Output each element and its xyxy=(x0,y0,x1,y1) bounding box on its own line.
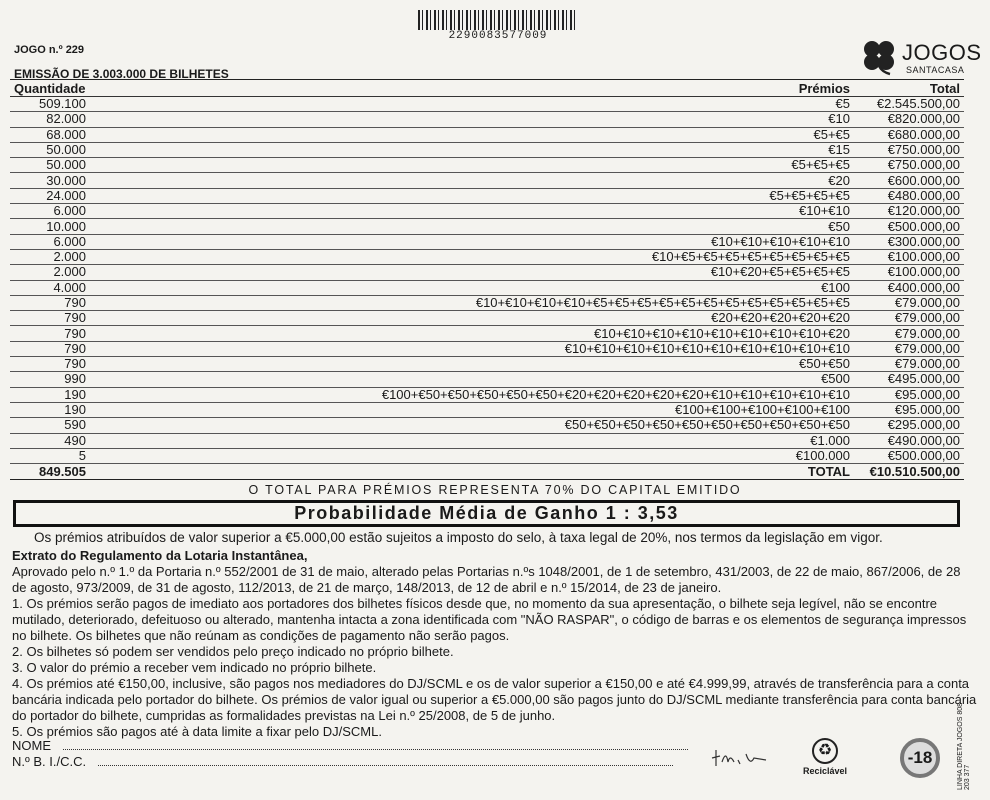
total-cell: €295.000,00 xyxy=(854,418,964,433)
total-cell: €500.000,00 xyxy=(854,448,964,463)
prize-cell: €50 xyxy=(90,219,854,234)
logo-subtext: SANTACASA xyxy=(906,65,965,75)
quantity-cell: 50.000 xyxy=(10,142,90,157)
prize-cell: €10+€20+€5+€5+€5+€5 xyxy=(90,265,854,280)
total-cell: €750.000,00 xyxy=(854,142,964,157)
table-row xyxy=(10,295,964,310)
jogos-santacasa-logo xyxy=(860,38,982,78)
quantity-cell: 790 xyxy=(10,326,90,341)
logo-text: JOGOS xyxy=(902,40,982,65)
quantity-cell: 590 xyxy=(10,418,90,433)
total-cell: €495.000,00 xyxy=(854,372,964,387)
total-cell: €680.000,00 xyxy=(854,127,964,142)
total-cell: €820.000,00 xyxy=(854,112,964,127)
recycle-mark xyxy=(800,738,850,776)
total-label: TOTAL xyxy=(90,464,854,480)
table-row xyxy=(10,234,964,249)
signature-fields xyxy=(12,738,688,770)
total-cell: €600.000,00 xyxy=(854,173,964,188)
regulation-item: 3. O valor do prémio a receber vem indicado no próprio bilhete. xyxy=(12,660,377,675)
prize-cell: €10+€10+€10+€10+€10 xyxy=(90,234,854,249)
table-row xyxy=(10,402,964,417)
prize-table xyxy=(10,79,964,480)
recycle-icon: ♻ xyxy=(812,738,838,764)
total-cell: €95.000,00 xyxy=(854,402,964,417)
total-row xyxy=(10,464,964,480)
total-cell: €400.000,00 xyxy=(854,280,964,295)
total-cell: €100.000,00 xyxy=(854,249,964,264)
total-cell: €79.000,00 xyxy=(854,341,964,356)
barcode-number: 2290083577009 xyxy=(448,30,548,42)
prize-cell: €10+€5+€5+€5+€5+€5+€5+€5+€5 xyxy=(90,249,854,264)
recycle-label: Reciclável xyxy=(802,766,848,776)
table-row xyxy=(10,311,964,326)
regulation-intro: Aprovado pelo n.º 1.º da Portaria n.º 552/2001 de 31 de maio, alterado pelas Portarias n.ºs 1048/2001, de 1 de setembro, 431/2003, de 22 de maio, 867/2006, de 28 de agosto, 973/2009, de 31 de agosto, 112/2013, de 21 de março, 148/2013, de 12 de abril e n.º 15/2014, de 23 de janeiro. xyxy=(12,564,961,595)
table-row xyxy=(10,448,964,463)
table-row xyxy=(10,142,964,157)
quantity-cell: 790 xyxy=(10,311,90,326)
prize-cell: €500 xyxy=(90,372,854,387)
quantity-cell: 509.100 xyxy=(10,97,90,112)
header-premios: Prémios xyxy=(90,80,854,97)
total-quantity: 849.505 xyxy=(10,464,90,480)
quantity-cell: 30.000 xyxy=(10,173,90,188)
prize-cell: €20 xyxy=(90,173,854,188)
quantity-cell: 5 xyxy=(10,448,90,463)
prize-cell: €5+€5+€5 xyxy=(90,158,854,173)
emission-title: EMISSÃO DE 3.003.000 DE BILHETES xyxy=(14,67,229,81)
signature-image xyxy=(710,744,774,770)
total-cell: €500.000,00 xyxy=(854,219,964,234)
percentage-note: O TOTAL PARA PRÉMIOS REPRESENTA 70% DO CAPITAL EMITIDO xyxy=(248,483,742,497)
header-quantidade: Quantidade xyxy=(10,80,90,97)
total-cell: €79.000,00 xyxy=(854,357,964,372)
clover-icon xyxy=(860,38,900,76)
total-cell: €100.000,00 xyxy=(854,265,964,280)
quantity-cell: 190 xyxy=(10,387,90,402)
quantity-cell: 6.000 xyxy=(10,234,90,249)
total-cell: €120.000,00 xyxy=(854,204,964,219)
table-row xyxy=(10,173,964,188)
nome-field[interactable] xyxy=(12,738,688,754)
table-row xyxy=(10,372,964,387)
total-cell: €79.000,00 xyxy=(854,311,964,326)
prize-cell: €100.000 xyxy=(90,448,854,463)
probability-box: Probabilidade Média de Ganho 1 : 3,53 xyxy=(13,500,960,527)
quantity-cell: 6.000 xyxy=(10,204,90,219)
table-row xyxy=(10,433,964,448)
game-number: JOGO n.º 229 xyxy=(14,44,85,56)
prize-cell: €50+€50 xyxy=(90,357,854,372)
regulation-item: 2. Os bilhetes só podem ser vendidos pelo preço indicado no próprio bilhete. xyxy=(12,644,454,659)
quantity-cell: 790 xyxy=(10,295,90,310)
quantity-cell: 490 xyxy=(10,433,90,448)
age-restriction-badge: -18 xyxy=(900,738,940,778)
total-cell: €95.000,00 xyxy=(854,387,964,402)
table-row xyxy=(10,97,964,112)
quantity-cell: 50.000 xyxy=(10,158,90,173)
table-row xyxy=(10,357,964,372)
prize-cell: €5+€5+€5+€5 xyxy=(90,188,854,203)
total-cell: €480.000,00 xyxy=(854,188,964,203)
nome-label: NOME xyxy=(12,738,51,753)
prize-cell: €10+€10+€10+€10+€5+€5+€5+€5+€5+€5+€5+€5+€5+€5+€5+€5 xyxy=(90,295,854,310)
total-cell: €2.545.500,00 xyxy=(854,97,964,112)
quantity-cell: 68.000 xyxy=(10,127,90,142)
table-row xyxy=(10,204,964,219)
prize-cell: €1.000 xyxy=(90,433,854,448)
regulation-item: 5. Os prémios são pagos até à data limite a fixar pelo DJ/SCML. xyxy=(12,724,382,739)
prize-cell: €5 xyxy=(90,97,854,112)
total-value: €10.510.500,00 xyxy=(854,464,964,480)
table-row xyxy=(10,387,964,402)
total-cell: €300.000,00 xyxy=(854,234,964,249)
quantity-cell: 190 xyxy=(10,402,90,417)
table-row xyxy=(10,280,964,295)
prize-cell: €10+€10 xyxy=(90,204,854,219)
regulation-title: Extrato do Regulamento da Lotaria Instantânea, xyxy=(12,548,308,563)
bi-label: N.º B. I./C.C. xyxy=(12,754,87,769)
table-row xyxy=(10,341,964,356)
table-row xyxy=(10,112,964,127)
prize-cell: €20+€20+€20+€20+€20 xyxy=(90,311,854,326)
side-code: LINHA DIRETA JOGOS 808 203 377 xyxy=(957,702,971,790)
table-row xyxy=(10,418,964,433)
regulation-extract xyxy=(12,548,978,740)
quantity-cell: 990 xyxy=(10,372,90,387)
table-row xyxy=(10,249,964,264)
prize-table-header xyxy=(10,80,964,97)
table-row xyxy=(10,265,964,280)
total-cell: €79.000,00 xyxy=(854,326,964,341)
total-cell: €750.000,00 xyxy=(854,158,964,173)
bi-field[interactable] xyxy=(12,754,688,770)
regulation-item: 1. Os prémios serão pagos de imediato aos portadores dos bilhetes físicos desde que, no momento da sua apresentação, o bilhete seja legível, não se encontre mutilado, deteriorado, defeituoso ou alterado, mantenha intacta a zona identificada com "NÃO RASPAR", o código de barras e os elementos de segurança impressos no bilhete. Os bilhetes que não reúnam as condições de pagamento não serão pagos. xyxy=(12,596,967,643)
prize-cell: €50+€50+€50+€50+€50+€50+€50+€50+€50+€50 xyxy=(90,418,854,433)
quantity-cell: 24.000 xyxy=(10,188,90,203)
prize-cell: €5+€5 xyxy=(90,127,854,142)
quantity-cell: 790 xyxy=(10,341,90,356)
header-total: Total xyxy=(854,80,964,97)
prize-cell: €15 xyxy=(90,142,854,157)
prize-cell: €100+€100+€100+€100+€100 xyxy=(90,402,854,417)
quantity-cell: 82.000 xyxy=(10,112,90,127)
table-row xyxy=(10,127,964,142)
prize-cell: €10 xyxy=(90,112,854,127)
prize-cell: €100+€50+€50+€50+€50+€50+€20+€20+€20+€20+€20+€10+€10+€10+€10+€10 xyxy=(90,387,854,402)
prize-cell: €10+€10+€10+€10+€10+€10+€10+€10+€10+€10 xyxy=(90,341,854,356)
table-row xyxy=(10,188,964,203)
bi-line[interactable] xyxy=(98,755,673,766)
total-cell: €490.000,00 xyxy=(854,433,964,448)
table-row xyxy=(10,158,964,173)
barcode-bars xyxy=(418,10,578,30)
quantity-cell: 2.000 xyxy=(10,265,90,280)
quantity-cell: 4.000 xyxy=(10,280,90,295)
table-row xyxy=(10,326,964,341)
total-cell: €79.000,00 xyxy=(854,295,964,310)
prize-cell: €10+€10+€10+€10+€10+€10+€10+€10+€20 xyxy=(90,326,854,341)
prize-cell: €100 xyxy=(90,280,854,295)
table-row xyxy=(10,219,964,234)
barcode xyxy=(418,10,578,42)
quantity-cell: 2.000 xyxy=(10,249,90,264)
tax-note: Os prémios atribuídos de valor superior a €5.000,00 estão sujeitos a imposto do selo, à taxa legal de 20%, nos termos da legislação em vigor. xyxy=(34,530,883,545)
nome-line[interactable] xyxy=(63,739,688,750)
regulation-item: 4. Os prémios até €150,00, inclusive, são pagos nos mediadores do DJ/SCML e os de valor superior a €150,00 e até €4.999,99, através de transferência para a conta bancária indicada pelo portador do bilhete. Os prémios de valor igual ou superior a €5.000,00 são pagos junto do DJ/SCML mediante transferência para conta bancária do portador do bilhete, cumpridas as formalidades previstas na Lei n.º 25/2008, de 5 de junho. xyxy=(12,676,977,723)
quantity-cell: 790 xyxy=(10,357,90,372)
quantity-cell: 10.000 xyxy=(10,219,90,234)
